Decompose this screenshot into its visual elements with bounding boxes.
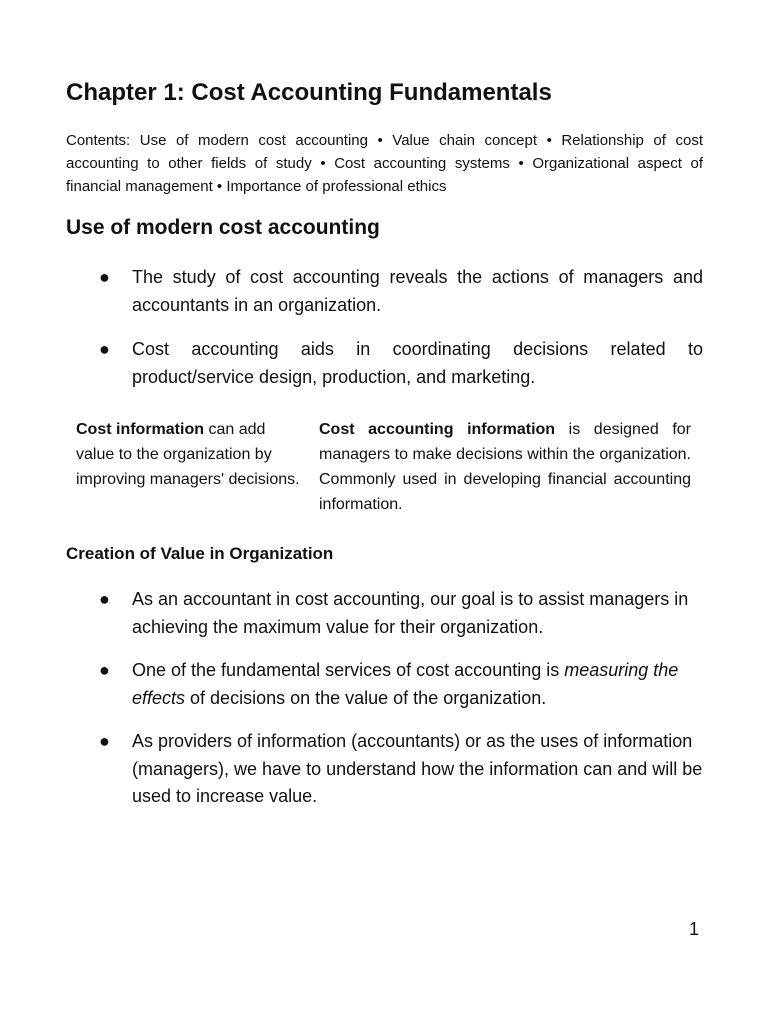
list-item	[0, 728, 703, 811]
emphasis-text: measuring the effects	[132, 660, 679, 708]
list-item-text: As providers of information (accountants) or as the uses of information (managers), we have to understand how the information can and will be used to increase value.	[132, 731, 703, 806]
section-title-modern-cost-accounting: Use of modern cost accounting	[66, 216, 380, 239]
column-term: Cost information	[76, 421, 204, 438]
list-item	[0, 264, 703, 319]
bullet-list-creation-of-value	[0, 586, 768, 827]
column-term: Cost accounting information	[319, 421, 556, 438]
page-number: 1	[689, 919, 700, 939]
subsection-title-creation-of-value: Creation of Value in Organization	[66, 544, 334, 563]
cost-accounting-information-column	[319, 417, 691, 517]
list-item-text: Cost accounting aids in coordinating decisions related to product/service design, production, and marketing.	[132, 339, 703, 387]
cost-information-column	[76, 417, 301, 492]
list-item-text: The study of cost accounting reveals the actions of managers and accountants in an organization.	[132, 267, 703, 315]
list-item-text: of decisions on the value of the organization.	[185, 687, 547, 708]
list-item	[0, 586, 703, 641]
column-text: can add value to the organization by improving managers' decisions.	[76, 421, 300, 488]
list-item-text: One of the fundamental services of cost accounting is	[132, 660, 565, 680]
list-item	[0, 657, 703, 712]
bullet-icon: ●	[99, 339, 110, 359]
bullet-list-modern-cost-accounting	[0, 264, 768, 408]
chapter-contents: Contents: Use of modern cost accounting • Value chain concept • Relationship of cost accounting to other fields of study • Cost accounting systems • Organizational aspect of financial management • Importance of professional ethics	[66, 132, 703, 195]
bullet-icon: ●	[99, 267, 110, 287]
column-text: is designed for managers to make decisions within the organization. Commonly used in developing financial accounting information.	[319, 421, 691, 513]
bullet-icon: ●	[99, 660, 110, 680]
bullet-icon: ●	[99, 589, 110, 609]
list-item	[0, 336, 703, 391]
list-item-text: As an accountant in cost accounting, our goal is to assist managers in achieving the maximum value for their organization.	[132, 589, 689, 637]
bullet-icon: ●	[99, 731, 110, 751]
chapter-title: Chapter 1: Cost Accounting Fundamentals	[66, 79, 552, 106]
